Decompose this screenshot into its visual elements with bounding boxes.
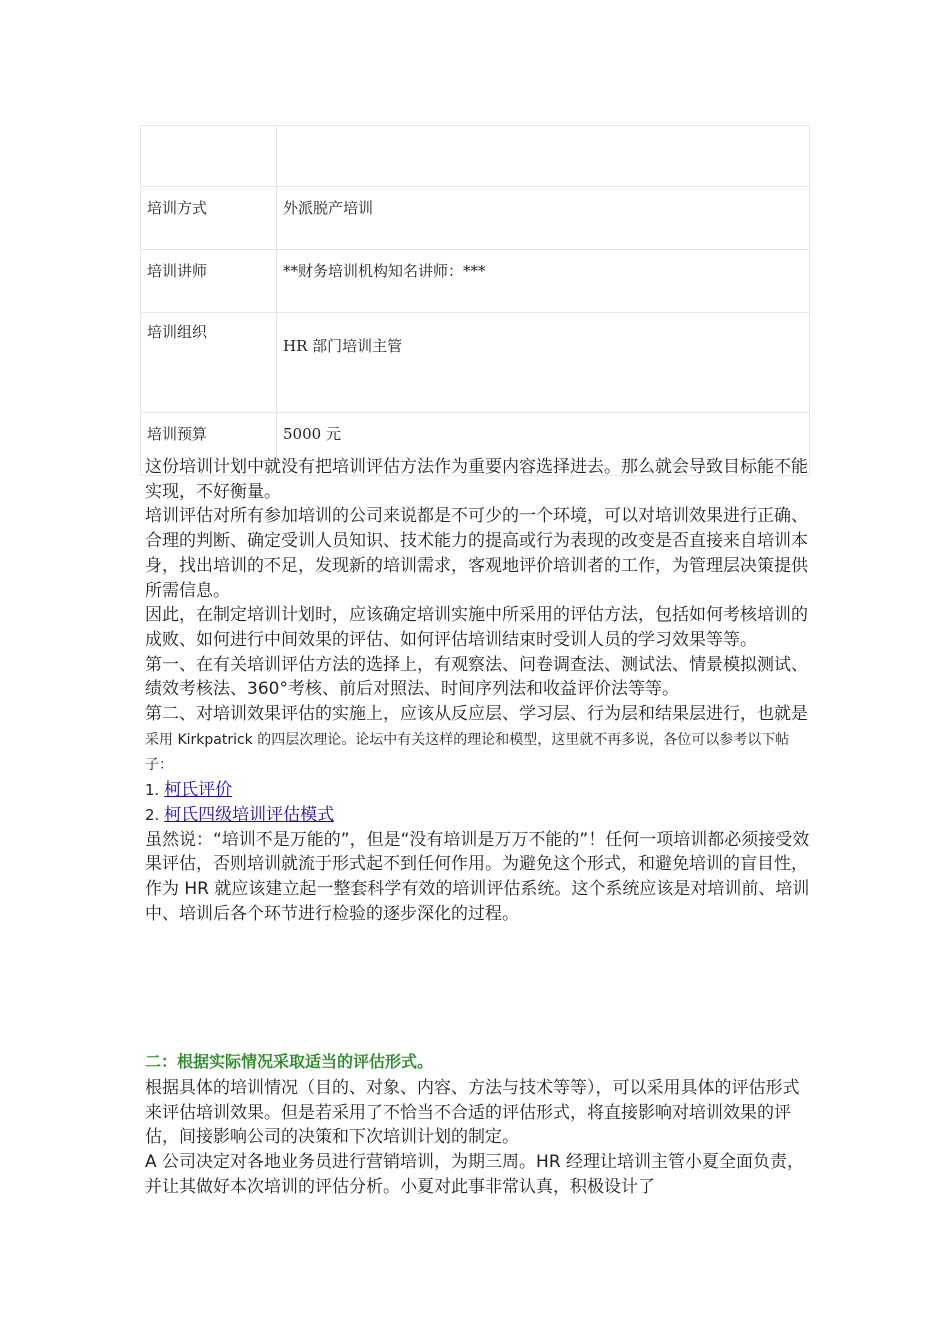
table-cell-label: 培训讲师 xyxy=(141,250,277,313)
paragraph: 第一、在有关培训评估方法的选择上，有观察法、问卷调查法、测试法、情景模拟测试、绩效考核法、360°考核、前后对照法、时间序列法和收益评价法等等。 xyxy=(145,654,808,700)
paragraph: 根据具体的培训情况（目的、对象、内容、方法与技术等等），可以采用具体的评估形式来评估培训效果。但是若采用了不恰当不合适的评估形式，将直接影响对培训效果的评估，间接影响公司的决策和下次培训计划的制定。 xyxy=(145,1078,800,1148)
paragraph-part: 采用 Kirkpatrick 的四层次理论。论坛中有关这样的理论和模型，这里就不再多说，各位可以参考以下帖子： xyxy=(145,731,790,774)
paragraph-part: 第二、对培训效果评估的实施上，应该从反应层、学习层、行为层和结果层进行，也就是 xyxy=(145,704,808,725)
table-cell-label: 培训预算 xyxy=(141,413,277,476)
link-kirkpatrick-evaluation[interactable]: 柯氏评价 xyxy=(164,780,233,801)
paragraph: 培训评估对所有参加培训的公司来说都是不可少的一个环境，可以对培训效果进行正确、合理的判断、确定受训人员知识、技术能力的提高或行为表现的改变是否直接来自培训本身，找出培训的不足，发现新的培训需求，客观地评价培训者的工作，为管理层决策提供所需信息。 xyxy=(145,506,808,601)
paragraph: 虽然说：“培训不是万能的”，但是“没有培训是万万不能的”！任何一项培训都必须接受效果评估，否则培训就流于形式起不到任何作用。为避免这个形式，和避免培训的盲目性，作为 HR 就应该建立起一整套科学有效的培训评估系统。这个系统应该是对培训前、培训中、培训后各个环节进行检验的逐步深化的过程。 xyxy=(145,829,810,924)
body-text xyxy=(145,455,810,926)
table-cell-label xyxy=(141,126,277,187)
paragraph: 因此，在制定培训计划时，应该确定培训实施中所采用的评估方法，包括如何考核培训的成败、如何进行中间效果的评估、如何评估培训结束时受训人员的学习效果等等。 xyxy=(145,605,808,650)
table-row xyxy=(141,313,810,413)
table-row xyxy=(141,250,810,313)
table-row xyxy=(141,187,810,250)
paragraph xyxy=(145,702,810,778)
link-kirkpatrick-four-level-model[interactable]: 柯氏四级培训评估模式 xyxy=(164,804,335,825)
paragraph: A 公司决定对各地业务员进行营销培训，为期三周。HR 经理让培训主管小夏全面负责，并让其做好本次培训的评估分析。小夏对此事非常认真，积极设计了 xyxy=(145,1152,805,1197)
table-row xyxy=(141,126,810,187)
link-item xyxy=(145,803,810,828)
table-cell-value: 5000 元 xyxy=(277,413,810,476)
section-body xyxy=(145,1076,810,1200)
training-plan-table xyxy=(140,125,810,476)
table-cell-label: 培训方式 xyxy=(141,187,277,250)
link-number: 1. xyxy=(145,781,160,800)
table-cell-label: 培训组织 xyxy=(141,313,277,413)
link-item xyxy=(145,778,810,803)
link-number: 2. xyxy=(145,805,160,824)
section-heading: 二：根据实际情况采取适当的评估形式。 xyxy=(145,1052,434,1071)
table-cell-value: 外派脱产培训 xyxy=(277,187,810,250)
paragraph: 这份培训计划中就没有把培训评估方法作为重要内容选择进去。那么就会导致目标能不能实现，不好衡量。 xyxy=(145,457,808,502)
table-cell-value: **财务培训机构知名讲师：*** xyxy=(277,250,810,313)
table-cell-value xyxy=(277,126,810,187)
table-cell-value: HR 部门培训主管 xyxy=(277,313,810,413)
